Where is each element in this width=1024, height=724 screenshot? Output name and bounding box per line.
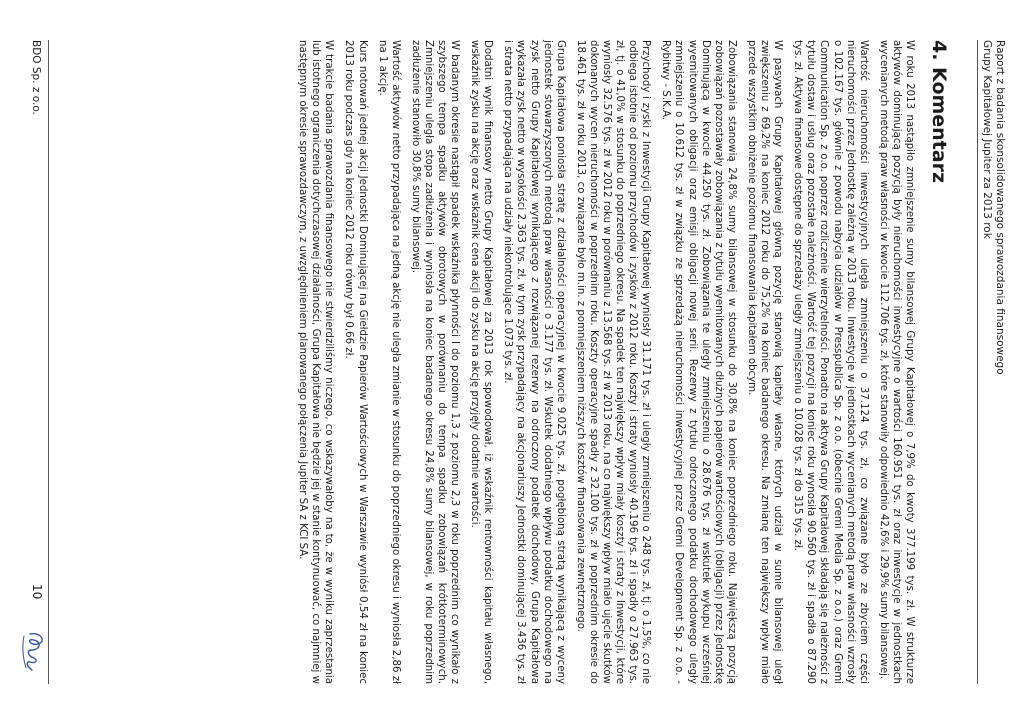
paragraph: Grupa Kapitałowa poniosła stratę z działalności operacyjnej w kwocie 9.025 tys. zł, pogłębioną stratą wynikającą z wyceny jednostek stowarzyszonych metodą praw własności o 3.177 tys. zł. Wskutek dodatniego wpływu podatku dochodowego na zysk netto Grupy Kapitałowej wynikającego z rozwiązanej rezerwy na odroczony podatek dochodowy, Grupa Kapitałowa wykazała zysk netto w wysokości 2.363 tys. zł, w tym zysk przypadający na akcjonariuszy Jednostki dominującej 3.436 tys. zł i strata netto przypadająca na udziały niekontrolujące 1.073 tys. zł. — [502, 40, 566, 684]
page-number: 10 — [30, 584, 44, 600]
paragraph: Kurs notowań jednej akcji Jednostki Dominującej na Giełdzie Papierów Wartościowych w Warszawie wyniósł 0,54 zł na koniec 2013 roku podczas gdy na koniec 2012 roku równy był 0,66 zł. — [343, 40, 368, 684]
header-divider — [977, 40, 978, 684]
paragraph: Wartość aktywów netto przypadająca na jedną akcję nie uległa zmianie w stosunku do poprzedniego okresu i wyniosła 2,86 zł na 1 akcję. — [376, 40, 401, 684]
report-header — [980, 40, 1006, 680]
commentary-body — [289, 40, 916, 684]
footer-divider — [48, 40, 49, 684]
paragraph: Zobowiązania stanowią 24,8% sumy bilansowej w stosunku do 30,8% na koniec poprzedniego roku. Największą pozycją zobowiązań pozostawały zobowiązania z tytułu wyemitowanych dłużnych papierów wartościowych (obligacji) przez Jednostkę Dominującą w kwocie 44.250 tys. zł. Zobowiązania te uległy zmniejszeniu o 28.676 tys. zł wskutek wykupu wcześniej wyemitowanych obligacji oraz emisji obligacji nowej serii. Rezerwy z tytułu odroczonego podatku dochodowego uległy zmniejszeniu o 10.612 tys. zł w związku ze sprzedażą nieruchomości inwestycyjnej przez Gremi Development Sp. z o.o. - Rybitwy - S.K.A. — [660, 40, 737, 684]
paragraph: W badanym okresie nastąpił spadek wskaźnika płynności I do poziomu 1,3 z poziomu 2,3 w roku poprzednim co wynikało z szybszego tempa spadku aktywów obrotowych w porównaniu do tempa spadku zobowiązań krótkoterminowych. Zmniejszeniu uległa stopa zadłużenia i wyniosła na koniec badanego okresu 24,8% sumy bilansowej, w roku poprzednim zadłużenie stanowiło 30,8% sumy bilansowej. — [409, 40, 461, 684]
header-line-1: Raport z badania skonsolidowanego sprawozdania finansowego — [994, 40, 1006, 375]
header-line-2: Grupy Kapitałowej Jupiter za 2013 rok — [981, 40, 993, 239]
paragraph: Przychody i zyski z Inwestycji Grupy Kapitałowej wyniosły 31.171 tys. zł i uległy zmniejszeniu o 248 tys. zł, tj. o 1,5%, co nie odbiega istotnie od poziomu przychodów i zysków z 2012 roku. Koszty i straty wyniosły 40.196 tys. zł i spadły o 27.963 tys. zł, tj. o 41,0% w stosunku do poprzedniego okresu. Na spadek ten największy wpływ miały koszty i straty z Inwestycji, które wyniosły 32.576 tys. zł w 2012 roku w porównaniu z 13.568 tys. zł w 2013 roku, na co największy wpływ miało ujęcie skutków dokonanych wycen nieruchomości w poprzednim roku. Koszty operacyjne spadły z 32.100 tys. zł w poprzednim okresie do 18.461 tys. zł w roku 2013, co związane było m.in. z pomniejszeniem niższych kosztów finansowania zewnętrznego. — [574, 40, 652, 684]
paragraph: Dodatni wynik finansowy netto Grupy Kapitałowej za 2013 rok spowodował, iż wskaźnik rentowności kapitału własnego, wskaźnik zysku na akcję oraz wskaźnik cena akcji do zysku na akcję przyjęły dodatnie wartości. — [469, 40, 494, 684]
paragraph: Wartość nieruchomości inwestycyjnych uległa zmniejszeniu o 37.124 tys. zł, co związane było ze zbyciem części nieruchomości przez Jednostkę zależną w 2013 roku. Inwestycje w jednostkach wycenianych metodą praw własności wzrosły o 102.167 tys. głównie z powodu nabycia udziałów w Presspublica Sp. z o.o. (obecnie Gremi Media Sp. z o.o.) oraz Gremi Communication Sp. z o.o. poprzez rozliczenie wierzytelności. Ponadto na aktywa Grupy Kapitałowej składają się należności z tytułu dostaw i usług oraz pozostałe należności. Wartość tej pozycji na koniec roku wynosiła 90.560 tys. zł i spadła o 87.290 tys. zł. Aktywa finansowe dostępne do sprzedaży uległy zmniejszeniu o 10.028 tys. zł do 315 tys. zł. — [792, 40, 869, 684]
paragraph: W pasywach Grupy Kapitałowej główną pozycję stanowią kapitały własne, których udział w sumie bilansowej uległ zwiększeniu z 69,2% na koniec 2012 roku do 75,2% na koniec badanego okresu. Na zmianę ten największy wpływ miało przede wszystkim obniżenie poziomu finansowania kapitałem obcym. — [745, 40, 784, 684]
paragraph: W roku 2013 nastąpiło zmniejszenie sumy bilansowej Grupy Kapitałowej o 7,9% do kwoty 377.199 tys. zł. W strukturze aktywów dominującą pozycją były nieruchomości inwestycyjne o wartości 160.951 tys. zł oraz inwestycje w jednostkach wycenianych metodą praw własności w kwocie 112.706 tys. zł, które stanowiły odpowiednio 42,6% i 29,9% sumy bilansowej. — [877, 40, 915, 684]
signature-initials — [18, 628, 52, 674]
paragraph: W trakcie badania sprawozdania finansowego nie stwierdziliśmy niczego, co wskazywałoby na to, że w wyniku zaprzestania lub istotnego ograniczenia dotychczasowej działalności, Grupa Kapitałowa nie będzie jej w stanie kontynuować, co najmniej w następnym okresie sprawozdawczym, z uwzględnieniem planowanego połączenia Jupiter SA z KCI SA. — [297, 40, 335, 684]
footer-company: BDO Sp. z o.o. — [30, 40, 42, 115]
section-title: 4. Komentarz — [928, 40, 950, 184]
